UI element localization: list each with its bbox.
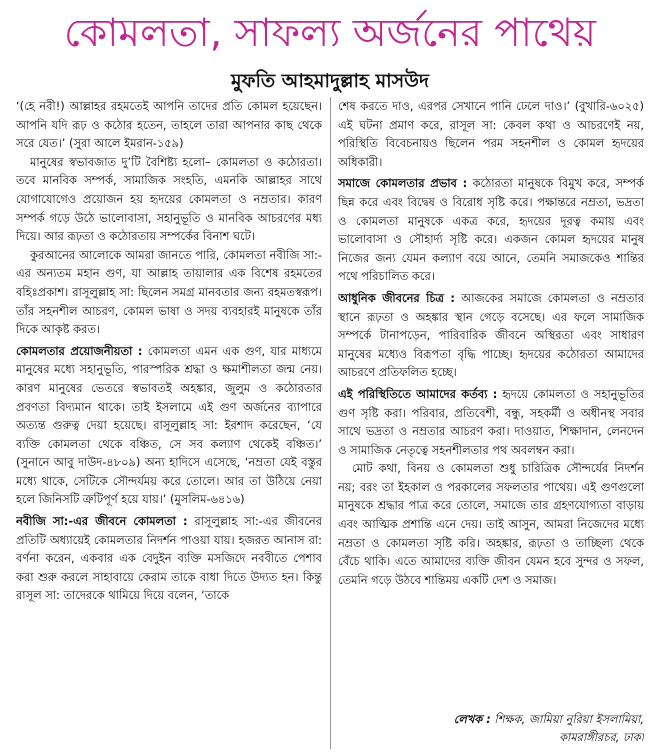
section-text: রাসূলুল্লাহ সা:-এর জীবনের প্রতিটি অধ্যায়েই কোমলতার নিদর্শন পাওয়া যায়। হজরত আনাস রা: বর্ণনা করেন, একবার এক বেদুইন ব্যক্তি মসজিদে নববীতে পেশাব করা শুরু করলে সাহাবায়ে কেরাম তাকে বাধা দিতে উদ্যত হন। কিন্তু রাসূল সা: তাদেরকে থামিয়ে দিয়ে বলেন, ‘তাকে <box>16 514 322 603</box>
column-divider <box>330 97 331 749</box>
paragraph-nature: মানুষের স্বভাবজাত দু’টি বৈশিষ্ট্য হলো– কোমলতা ও কঠোরতা। তবে মানবিক সম্পর্ক, সামাজিক সংহতি, এমনকি আল্লাহর সাথে যোগাযোগেও প্রয়োজন হয় হৃদয়ের কোমলতা ও নম্রতার। কারণ সম্পর্ক গড়ে উঠে ভালোবাসা, সহানুভূতি ও মানবিক আচরণের মধ্য দিয়ে। আর রূঢ়তা ও কঠোরতায় সম্পর্কের বিনাশ ঘটে। <box>16 154 322 244</box>
right-column <box>338 97 644 749</box>
article-title: কোমলতা, সাফল্য অর্জনের পাথেয় <box>64 11 596 56</box>
section-necessity <box>16 342 322 509</box>
section-prophet-life <box>16 512 322 605</box>
intro-quote: ‘(হে নবী!) আল্লাহর রহমতেই আপনি তাদের প্রতি কোমল হয়েছেন। আপনি যদি রূঢ় ও কঠোর হতেন, তাহলে তারা আপনার কাছ থেকে সরে যেত।’ (সুরা আলে ইমরান-১৫৯) <box>16 99 322 151</box>
section-text: কঠোরতা মানুষকে বিমুখ করে, সম্পর্ক ছিন্ন করে এবং বিদ্বেষ ও বিরোধ সৃষ্টি করে। পক্ষান্তরে নম্রতা, ভদ্রতা ও কোমলতা মানুষকে একত্র করে, হৃদয়ের দূরত্ব কমায় এবং ভালোবাসা ও সৌহার্দ্য সৃষ্টি করে। একজন কোমল হৃদয়ের মানুষ নিজের জন্য যেমন কল্যাণ বয়ে আনে, তেমনি সমাজকেও শান্তির পথে পরিচালিত করে। <box>338 176 644 284</box>
section-society <box>338 174 644 286</box>
byline-label: লেখক : <box>453 711 491 726</box>
article-body <box>16 97 646 749</box>
section-text: আজকের সমাজে কোমলতা ও নম্রতার স্থানে রূঢ়তা ও অহঙ্কার স্থান গেড়ে বসেছে। এর ফলে সামাজিক সম্পর্কে টানাপড়েন, পারিবারিক জীবনে অস্থিরতা এবং সাধারণ মানুষের মধ্যেও বিরূপতা বৃদ্ধি পাচ্ছে। হৃদয়ের কঠোরতা আমাদের আচরণে প্রতিফলিত হচ্ছে। <box>338 290 644 380</box>
paragraph-conclusion: মোট কথা, বিনয় ও কোমলতা শুধু চারিত্রিক সৌন্দর্যের নিদর্শন নয়; বরং তা ইহকাল ও পরকালের সফলতার পাথেয়। এই গুণগুলো মানুষকে শ্রদ্ধার পাত্র করে তোলে, সমাজে তার গ্রহণযোগ্যতা বাড়ায় এবং আত্মিক প্রশান্তি এনে দেয়। তাই আসুন, আমরা নিজেদের মধ্যে নম্রতা ও কোমলতা সৃষ্টি করি। অহঙ্কার, রূঢ়তা ও তাচ্ছিল্য থেকে বেঁচে থাকি। এতে আমাদের ব্যক্তি জীবন যেমন হবে সুন্দর ও সফল, তেমনি গড়ে উঠবে শান্তিময় একটি দেশ ও সমাজ। <box>338 461 644 587</box>
author-byline <box>394 710 644 747</box>
section-heading: সমাজে কোমলতার প্রভাব : <box>338 176 468 191</box>
section-heading: কোমলতার প্রয়োজনীয়তা : <box>16 343 143 358</box>
section-modern-life <box>338 289 644 382</box>
paragraph-quran: কুরআনের আলোকে আমরা জানতে পারি, কোমলতা নবীজি সা:-এর অন্যতম মহান গুণ, যা আল্লাহ তায়ালার এক বিশেষ রহমতের বহিঃপ্রকাশ। রাসূলুল্লাহ সা: ছিলেন সমগ্র মানবতার জন্য রহমতস্বরূপ। তাঁর সহনশীল আচরণ, কোমল ভাষা ও সদয় ব্যবহারই মানুষকে তাঁর দিকে আকৃষ্ট করত। <box>16 247 322 337</box>
section-heading: আধুনিক জীবনের চিত্র : <box>338 290 455 305</box>
section-duty <box>338 385 644 459</box>
section-text: কোমলতা এমন এক গুণ, যার মাধ্যমে মানুষের মধ্যে সহানুভূতি, পারস্পরিক শ্রদ্ধা ও ক্ষমাশীলতা জন্ম নেয়। কারণ মানুষের ভেতরে স্বভাবতই অহঙ্কার, জুলুম ও কঠোরতার প্রবণতা বিদ্যমান থাকে। তাই ইসলামে এই গুণ অর্জনের ব্যাপারে অত্যন্ত গুরুত্ব দেয়া হয়েছে। রাসূলুল্লাহ সা: ইরশাদ করেছেন, ‘যে ব্যক্তি কোমলতা থেকে বঞ্চিত, সে সব কল্যাণ থেকেই বঞ্চিত।’ (সুনানে আবু দাউদ-৪৮০৯) অন্য হাদিসে এসেছে, ‘নম্রতা যেই বস্তুর মধ্যে থাকে, সেটিকে সৌন্দর্যময় করে তোলে। আর তা উঠিয়ে নেয়া হলে জিনিসটি ত্রুটিপূর্ণ হয়ে যায়।’ (মুসলিম-৬৪১৬) <box>16 343 322 507</box>
byline-text: শিক্ষক, জামিয়া নুরিয়া ইসলামিয়া, কামরাঙ্গীরচর, ঢাকা <box>490 711 644 745</box>
paragraph-continued: শেষ করতে দাও, এরপর সেখানে পানি ঢেলে দাও।’ (বুখারি-৬০২৫) এই ঘটনা প্রমাণ করে, রাসূল সা: কেবল কথা ও আচরণেই নয়, পরিস্থিতি বিবেচনায়ও ছিলেন পরম সহনশীল ও কোমল হৃদয়ের অধিকারী। <box>338 99 644 169</box>
left-column <box>16 97 322 749</box>
section-heading: এই পরিস্থিতিতে আমাদের কর্তব্য : <box>338 386 498 401</box>
section-heading: নবীজি সা:-এর জীবনে কোমলতা : <box>16 514 188 529</box>
article-author: মুফতি আহমাদুল্লাহ মাসউদ <box>231 70 429 92</box>
section-text: হৃদয়ে কোমলতা ও সহানুভূতির গুণ সৃষ্টি করা। পরিবার, প্রতিবেশী, বন্ধু, সহকর্মী ও অধীনস্থ সবার সাথে ভদ্রতা ও নম্রতার আচরণ করা। দাওয়াত, শিক্ষাদান, লেনদেন ও সামাজিক নেতৃত্বে সহনশীলতার পথ অবলম্বন করা। <box>338 386 644 457</box>
